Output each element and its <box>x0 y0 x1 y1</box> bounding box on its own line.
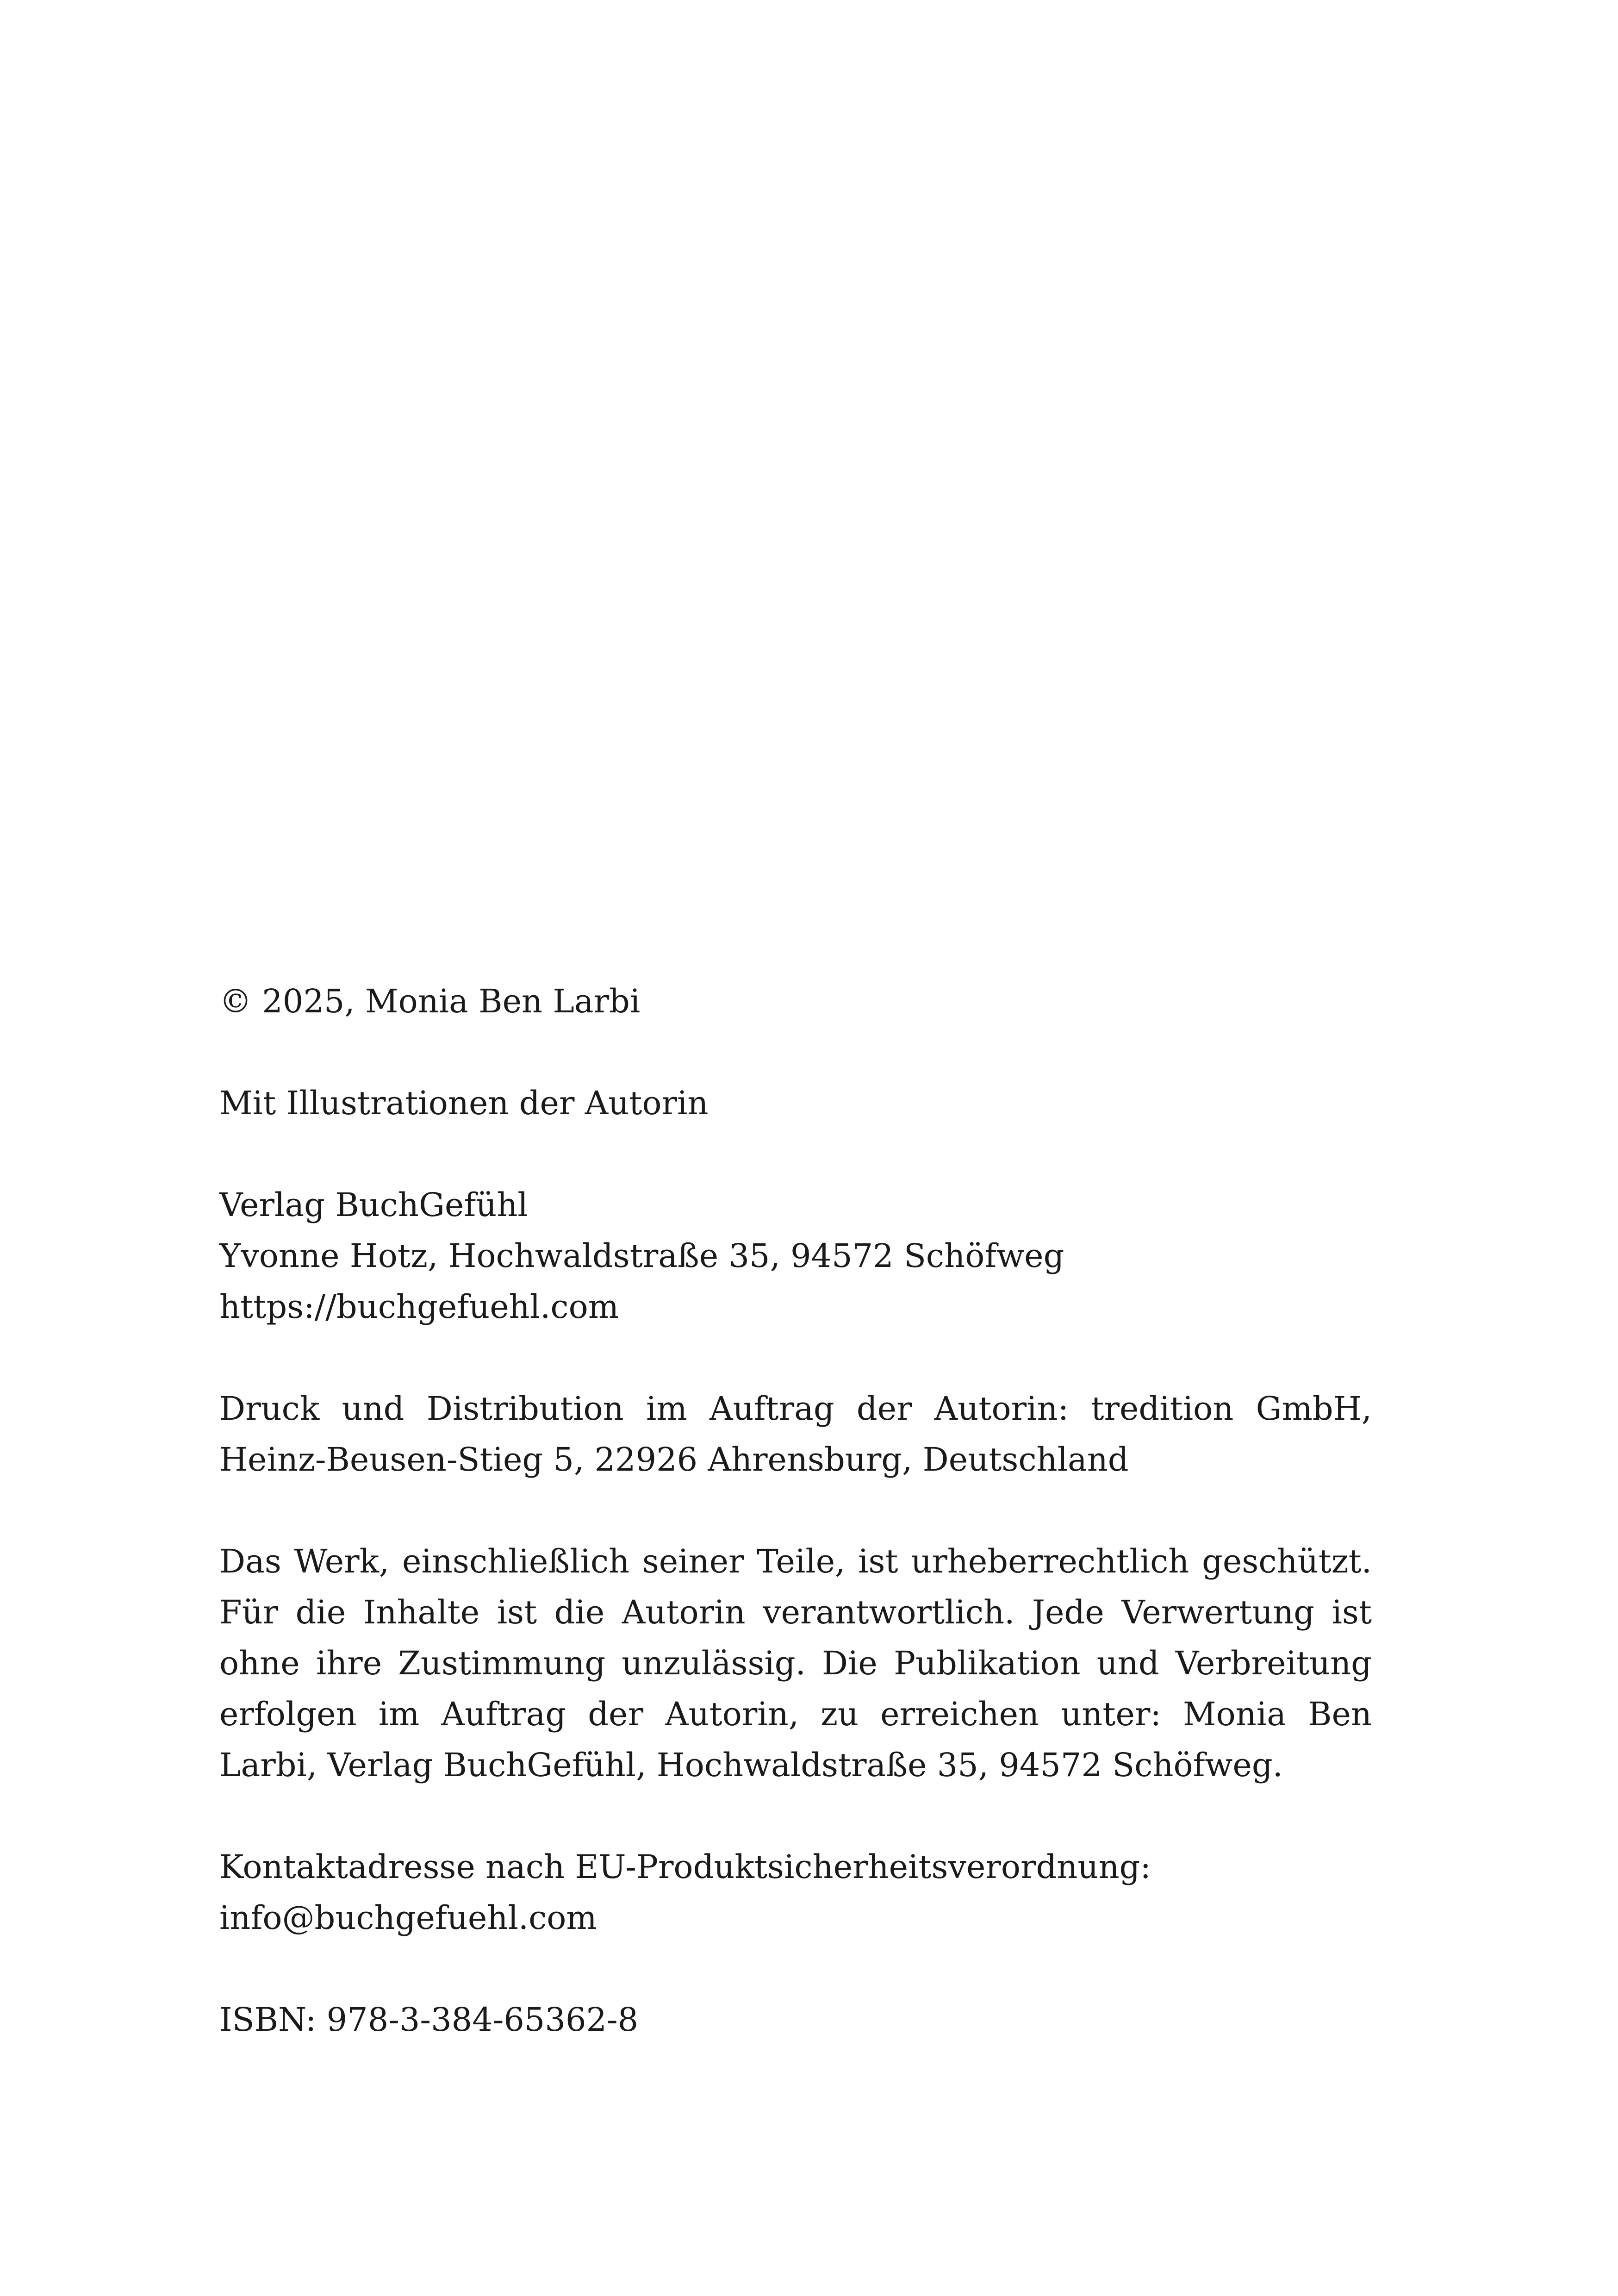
illustrations-block <box>219 1078 1372 1129</box>
contact-block <box>219 1841 1372 1943</box>
copyright-block <box>219 976 1372 1027</box>
contact-label: Kontaktadresse nach EU-Produktsicherheitsverordnung: <box>219 1848 1151 1886</box>
copyright-rights-text: Das Werk, einschließlich seiner Teile, ist urheberrechtlich geschützt. Für die Inhalte ist die Autorin verantwortlich. Jede Verwertung ist ohne ihre Zustimmung unzulässig. Die Publikation und Verbreitung erfolgen im Auftrag der Autorin, zu erreichen unter: Monia Ben Larbi, Verlag BuchGefühl, Hochwaldstraße 35, 94572 Schöfweg. <box>219 1542 1372 1784</box>
publisher-name: Verlag BuchGefühl <box>219 1186 528 1224</box>
publisher-address: Yvonne Hotz, Hochwaldstraße 35, 94572 Schöfweg <box>219 1237 1064 1275</box>
isbn-number: ISBN: 978-3-384-65362-8 <box>219 2001 639 2039</box>
imprint-section <box>219 976 1372 2096</box>
printing-distribution-text: Druck und Distribution im Auftrag der Autorin: tredition GmbH, Heinz-Beusen-Stieg 5, 22926 Ahrensburg, Deutschland <box>219 1390 1372 1479</box>
copyright-notice: © 2025, Monia Ben Larbi <box>219 982 641 1020</box>
isbn-block <box>219 1994 1372 2045</box>
contact-email: info@buchgefuehl.com <box>219 1899 597 1937</box>
publisher-block <box>219 1179 1372 1332</box>
illustrations-credit: Mit Illustrationen der Autorin <box>219 1084 709 1122</box>
publisher-website: https://buchgefuehl.com <box>219 1288 619 1326</box>
